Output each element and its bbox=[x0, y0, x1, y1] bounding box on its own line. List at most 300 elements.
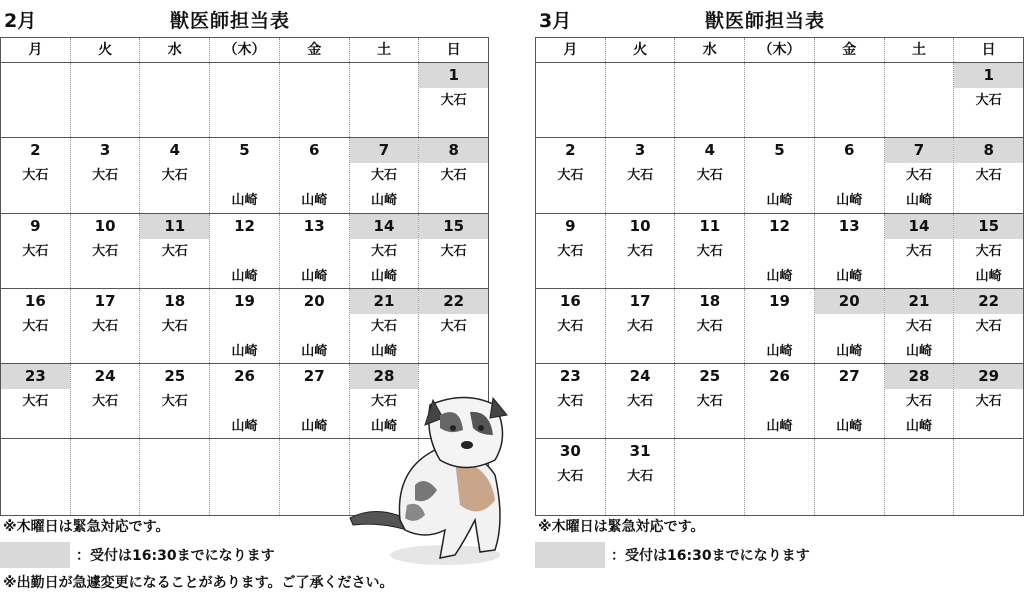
day-cell bbox=[209, 364, 279, 438]
day-cell bbox=[349, 214, 419, 288]
week-row bbox=[1, 289, 488, 364]
date-number: 12 bbox=[234, 216, 255, 235]
date-number bbox=[536, 63, 605, 88]
date-number: 8 bbox=[954, 138, 1023, 163]
date-number bbox=[815, 439, 884, 464]
date-number: 6 bbox=[844, 141, 855, 160]
vet-yamazaki bbox=[745, 489, 814, 514]
day-cell bbox=[744, 364, 814, 438]
vet-oishi: 大石 bbox=[22, 243, 49, 259]
empty-day-cell bbox=[884, 439, 954, 514]
vet-yamazaki bbox=[606, 264, 675, 289]
change-note: ※出勤日が急遽変更になることがあります。ご了承ください。 bbox=[3, 575, 394, 591]
weekday-header: 火 bbox=[605, 38, 675, 62]
day-cell bbox=[536, 439, 605, 514]
vet-yamazaki bbox=[71, 113, 140, 138]
vet-oishi: 大石 bbox=[161, 394, 188, 410]
date-number bbox=[885, 439, 954, 464]
day-cell bbox=[744, 138, 814, 212]
day-cell bbox=[70, 138, 140, 212]
vet-oishi: 大石 bbox=[370, 168, 397, 184]
day-cell bbox=[884, 364, 954, 438]
vet-yamazaki bbox=[1, 339, 70, 364]
weekday-header-row bbox=[536, 38, 1023, 63]
vet-oishi bbox=[954, 464, 1023, 489]
weekday-header-row bbox=[1, 38, 488, 63]
vet-yamazaki bbox=[885, 264, 954, 289]
vet-yamazaki bbox=[419, 339, 488, 364]
vet-yamazaki bbox=[675, 113, 744, 138]
weekday-header: （木） bbox=[209, 38, 279, 62]
vet-oishi: 大石 bbox=[975, 243, 1002, 259]
vet-oishi bbox=[140, 464, 209, 489]
empty-day-cell bbox=[70, 439, 140, 514]
date-number: 30 bbox=[559, 442, 581, 461]
date-number bbox=[675, 63, 744, 88]
empty-day-cell bbox=[744, 63, 814, 137]
vet-oishi bbox=[280, 163, 349, 188]
weekday-header: 土 bbox=[884, 38, 954, 62]
vet-yamazaki bbox=[536, 113, 605, 138]
vet-yamazaki: 山崎 bbox=[370, 268, 397, 284]
week-row bbox=[536, 63, 1023, 138]
empty-day-cell bbox=[70, 63, 140, 137]
day-cell bbox=[1, 364, 70, 438]
empty-day-cell bbox=[209, 63, 279, 137]
date-number bbox=[210, 439, 279, 464]
vet-yamazaki bbox=[1, 414, 70, 439]
vet-yamazaki: 山崎 bbox=[231, 268, 258, 284]
page-title: 獣医師担当表 bbox=[170, 10, 291, 32]
page-title: 獣医師担当表 bbox=[705, 10, 826, 32]
date-number: 22 bbox=[419, 289, 488, 314]
vet-oishi: 大石 bbox=[975, 318, 1002, 334]
vet-oishi: 大石 bbox=[627, 243, 654, 259]
day-cell bbox=[605, 289, 675, 363]
vet-yamazaki bbox=[140, 264, 209, 289]
vet-yamazaki bbox=[210, 113, 279, 138]
month-label: 2月 bbox=[4, 10, 37, 32]
day-cell bbox=[674, 138, 744, 212]
day-cell bbox=[279, 214, 349, 288]
day-cell bbox=[70, 289, 140, 363]
vet-oishi: 大石 bbox=[905, 243, 932, 259]
date-number: 26 bbox=[769, 367, 790, 386]
vet-yamazaki bbox=[954, 414, 1023, 439]
vet-oishi bbox=[280, 389, 349, 414]
vet-oishi bbox=[210, 163, 279, 188]
day-cell bbox=[139, 289, 209, 363]
date-number: 4 bbox=[704, 141, 716, 160]
empty-day-cell bbox=[814, 63, 884, 137]
vet-yamazaki bbox=[954, 188, 1023, 213]
vet-yamazaki bbox=[536, 339, 605, 364]
date-number bbox=[745, 439, 814, 464]
date-number: 21 bbox=[885, 289, 954, 314]
date-number bbox=[71, 63, 140, 88]
month-label: 3月 bbox=[539, 10, 572, 32]
vet-yamazaki: 山崎 bbox=[301, 343, 328, 359]
vet-oishi bbox=[1, 88, 70, 113]
date-number bbox=[280, 63, 349, 88]
date-number: 3 bbox=[99, 141, 111, 160]
vet-oishi: 大石 bbox=[905, 168, 932, 184]
date-number bbox=[140, 63, 209, 88]
date-number: 12 bbox=[769, 216, 790, 235]
gray-legend-swatch bbox=[535, 542, 605, 568]
vet-oishi bbox=[885, 88, 954, 113]
day-cell bbox=[418, 289, 488, 363]
vet-yamazaki bbox=[140, 414, 209, 439]
date-number: 20 bbox=[815, 289, 884, 314]
vet-oishi bbox=[140, 88, 209, 113]
vet-oishi: 大石 bbox=[557, 243, 584, 259]
date-number: 28 bbox=[885, 364, 954, 389]
vet-oishi bbox=[536, 88, 605, 113]
date-number: 14 bbox=[885, 214, 954, 239]
vet-oishi bbox=[280, 464, 349, 489]
vet-oishi bbox=[606, 88, 675, 113]
date-number bbox=[71, 439, 140, 464]
day-cell bbox=[139, 214, 209, 288]
vet-oishi: 大石 bbox=[22, 318, 49, 334]
date-number bbox=[419, 364, 488, 389]
vet-oishi: 大石 bbox=[557, 394, 584, 410]
date-number bbox=[954, 439, 1023, 464]
day-cell bbox=[674, 289, 744, 363]
vet-yamazaki bbox=[71, 339, 140, 364]
empty-day-cell bbox=[744, 439, 814, 514]
vet-oishi bbox=[350, 88, 419, 113]
date-number: 15 bbox=[954, 214, 1023, 239]
week-row bbox=[536, 289, 1023, 364]
vet-yamazaki: 山崎 bbox=[370, 419, 397, 435]
day-cell bbox=[953, 289, 1023, 363]
weekday-header: （木） bbox=[744, 38, 814, 62]
vet-oishi bbox=[280, 88, 349, 113]
vet-yamazaki bbox=[71, 264, 140, 289]
vet-yamazaki: 山崎 bbox=[370, 343, 397, 359]
vet-oishi: 大石 bbox=[627, 469, 654, 485]
vet-yamazaki bbox=[745, 113, 814, 138]
vet-oishi: 大石 bbox=[905, 394, 932, 410]
vet-yamazaki bbox=[1, 113, 70, 138]
vet-oishi bbox=[815, 389, 884, 414]
vet-oishi bbox=[745, 239, 814, 264]
vet-yamazaki: 山崎 bbox=[905, 343, 932, 359]
vet-yamazaki bbox=[606, 188, 675, 213]
vet-oishi bbox=[745, 389, 814, 414]
weekday-header: 水 bbox=[674, 38, 744, 62]
vet-oishi: 大石 bbox=[92, 168, 119, 184]
vet-yamazaki bbox=[675, 264, 744, 289]
vet-oishi: 大石 bbox=[440, 243, 467, 259]
vet-yamazaki: 山崎 bbox=[231, 193, 258, 209]
date-number: 11 bbox=[699, 216, 721, 235]
vet-oishi: 大石 bbox=[440, 168, 467, 184]
date-number bbox=[1, 63, 70, 88]
vet-oishi bbox=[675, 88, 744, 113]
day-cell bbox=[1, 289, 70, 363]
empty-day-cell bbox=[1, 63, 70, 137]
date-number: 18 bbox=[164, 291, 186, 310]
vet-yamazaki bbox=[140, 113, 209, 138]
vet-yamazaki: 山崎 bbox=[766, 268, 793, 284]
vet-oishi: 大石 bbox=[975, 168, 1002, 184]
vet-yamazaki bbox=[675, 489, 744, 514]
day-cell bbox=[279, 138, 349, 212]
day-cell bbox=[814, 214, 884, 288]
vet-yamazaki bbox=[210, 489, 279, 514]
day-cell bbox=[349, 289, 419, 363]
vet-yamazaki bbox=[536, 414, 605, 439]
vet-oishi bbox=[745, 163, 814, 188]
vet-oishi bbox=[71, 88, 140, 113]
date-number: 28 bbox=[350, 364, 419, 389]
vet-yamazaki bbox=[606, 339, 675, 364]
date-number: 16 bbox=[559, 291, 581, 310]
weekday-header: 金 bbox=[279, 38, 349, 62]
vet-oishi bbox=[815, 314, 884, 339]
vet-yamazaki bbox=[419, 188, 488, 213]
vet-yamazaki bbox=[419, 264, 488, 289]
day-cell bbox=[814, 364, 884, 438]
vet-oishi: 大石 bbox=[370, 243, 397, 259]
weekday-header: 日 bbox=[953, 38, 1023, 62]
vet-yamazaki bbox=[140, 489, 209, 514]
vet-yamazaki bbox=[815, 113, 884, 138]
day-cell bbox=[139, 138, 209, 212]
vet-yamazaki bbox=[954, 113, 1023, 138]
day-cell bbox=[70, 364, 140, 438]
day-cell bbox=[1, 138, 70, 212]
vet-oishi bbox=[745, 88, 814, 113]
day-cell bbox=[209, 289, 279, 363]
empty-day-cell bbox=[209, 439, 279, 514]
empty-day-cell bbox=[674, 63, 744, 137]
vet-oishi: 大石 bbox=[696, 243, 723, 259]
vet-yamazaki bbox=[606, 414, 675, 439]
vet-yamazaki bbox=[1, 188, 70, 213]
vet-yamazaki bbox=[140, 339, 209, 364]
vet-yamazaki bbox=[1, 264, 70, 289]
vet-yamazaki bbox=[815, 489, 884, 514]
vet-oishi bbox=[1, 464, 70, 489]
gray-legend-swatch bbox=[0, 542, 70, 568]
day-cell bbox=[209, 138, 279, 212]
vet-oishi bbox=[280, 314, 349, 339]
date-number: 23 bbox=[1, 364, 70, 389]
date-number: 24 bbox=[629, 367, 651, 386]
vet-oishi: 大石 bbox=[161, 243, 188, 259]
vet-yamazaki: 山崎 bbox=[836, 193, 863, 209]
vet-oishi: 大石 bbox=[627, 394, 654, 410]
weekday-header: 月 bbox=[563, 42, 578, 58]
empty-day-cell bbox=[674, 439, 744, 514]
day-cell bbox=[349, 138, 419, 212]
day-cell bbox=[279, 289, 349, 363]
date-number bbox=[885, 63, 954, 88]
vet-yamazaki bbox=[536, 188, 605, 213]
date-number: 26 bbox=[234, 367, 255, 386]
date-number bbox=[210, 63, 279, 88]
vet-oishi bbox=[210, 88, 279, 113]
empty-day-cell bbox=[953, 439, 1023, 514]
date-number: 18 bbox=[699, 291, 721, 310]
week-row bbox=[536, 364, 1023, 439]
day-cell bbox=[536, 214, 605, 288]
vet-yamazaki bbox=[675, 414, 744, 439]
vet-yamazaki: 山崎 bbox=[301, 193, 328, 209]
empty-day-cell bbox=[279, 439, 349, 514]
vet-oishi bbox=[745, 314, 814, 339]
weekday-header: 月 bbox=[28, 42, 43, 58]
date-number: 24 bbox=[94, 367, 116, 386]
day-cell bbox=[744, 289, 814, 363]
date-number: 2 bbox=[30, 141, 41, 160]
week-row bbox=[536, 439, 1023, 514]
vet-oishi: 大石 bbox=[557, 168, 584, 184]
date-number bbox=[745, 63, 814, 88]
vet-oishi: 大石 bbox=[22, 168, 49, 184]
date-number bbox=[815, 63, 884, 88]
vet-oishi: 大石 bbox=[557, 318, 584, 334]
vet-oishi: 大石 bbox=[92, 318, 119, 334]
day-cell bbox=[536, 364, 605, 438]
vet-oishi bbox=[210, 464, 279, 489]
date-number bbox=[350, 63, 419, 88]
day-cell bbox=[953, 63, 1023, 137]
day-cell bbox=[814, 289, 884, 363]
vet-yamazaki bbox=[71, 489, 140, 514]
date-number: 25 bbox=[699, 367, 721, 386]
date-number bbox=[675, 439, 744, 464]
date-number: 10 bbox=[94, 216, 116, 235]
week-row bbox=[536, 214, 1023, 289]
date-number: 20 bbox=[303, 291, 325, 310]
date-number: 19 bbox=[234, 291, 255, 310]
day-cell bbox=[884, 138, 954, 212]
day-cell bbox=[953, 138, 1023, 212]
date-number bbox=[1, 439, 70, 464]
date-number: 1 bbox=[419, 63, 488, 88]
vet-yamazaki: 山崎 bbox=[370, 193, 397, 209]
week-row bbox=[1, 214, 488, 289]
vet-yamazaki bbox=[536, 489, 605, 514]
gray-legend-note: ：受付は16:30までになります bbox=[76, 548, 275, 564]
vet-yamazaki: 山崎 bbox=[975, 268, 1002, 284]
vet-oishi: 大石 bbox=[627, 168, 654, 184]
vet-yamazaki bbox=[675, 339, 744, 364]
date-number: 19 bbox=[769, 291, 790, 310]
empty-day-cell bbox=[884, 63, 954, 137]
date-number bbox=[606, 63, 675, 88]
day-cell bbox=[605, 214, 675, 288]
vet-yamazaki: 山崎 bbox=[231, 343, 258, 359]
vet-oishi bbox=[745, 464, 814, 489]
gray-legend-note: ：受付は16:30までになります bbox=[611, 548, 810, 564]
week-row bbox=[1, 138, 488, 213]
vet-yamazaki bbox=[885, 489, 954, 514]
date-number bbox=[280, 439, 349, 464]
vet-oishi: 大石 bbox=[22, 394, 49, 410]
vet-yamazaki bbox=[280, 489, 349, 514]
empty-day-cell bbox=[139, 63, 209, 137]
day-cell bbox=[674, 214, 744, 288]
weekday-header: 日 bbox=[418, 38, 488, 62]
day-cell bbox=[418, 138, 488, 212]
date-number: 16 bbox=[24, 291, 46, 310]
day-cell bbox=[605, 439, 675, 514]
vet-yamazaki bbox=[71, 414, 140, 439]
vet-yamazaki bbox=[350, 113, 419, 138]
day-cell bbox=[139, 364, 209, 438]
day-cell bbox=[536, 138, 605, 212]
vet-yamazaki bbox=[71, 188, 140, 213]
vet-oishi bbox=[210, 239, 279, 264]
date-number: 27 bbox=[303, 367, 325, 386]
vet-oishi bbox=[885, 464, 954, 489]
weekday-header: 火 bbox=[70, 38, 140, 62]
vet-oishi: 大石 bbox=[92, 394, 119, 410]
day-cell bbox=[209, 214, 279, 288]
date-number: 7 bbox=[885, 138, 954, 163]
vet-yamazaki bbox=[606, 489, 675, 514]
date-number: 27 bbox=[838, 367, 860, 386]
vet-oishi bbox=[210, 314, 279, 339]
empty-day-cell bbox=[1, 439, 70, 514]
vet-oishi bbox=[210, 389, 279, 414]
vet-yamazaki: 山崎 bbox=[301, 268, 328, 284]
vet-oishi: 大石 bbox=[92, 243, 119, 259]
calendar-grid bbox=[535, 37, 1024, 516]
vet-oishi bbox=[71, 464, 140, 489]
day-cell bbox=[536, 289, 605, 363]
vet-yamazaki: 山崎 bbox=[231, 419, 258, 435]
vet-yamazaki: 山崎 bbox=[766, 343, 793, 359]
vet-oishi: 大石 bbox=[696, 168, 723, 184]
vet-yamazaki bbox=[885, 113, 954, 138]
date-number: 21 bbox=[350, 289, 419, 314]
day-cell bbox=[279, 364, 349, 438]
day-cell bbox=[605, 138, 675, 212]
date-number: 5 bbox=[774, 141, 785, 160]
date-number: 9 bbox=[565, 216, 576, 235]
vet-yamazaki bbox=[606, 113, 675, 138]
week-row bbox=[536, 138, 1023, 213]
date-number: 25 bbox=[164, 367, 186, 386]
date-number: 8 bbox=[419, 138, 488, 163]
vet-yamazaki bbox=[280, 113, 349, 138]
vet-yamazaki bbox=[1, 489, 70, 514]
vet-yamazaki: 山崎 bbox=[766, 419, 793, 435]
date-number: 29 bbox=[954, 364, 1023, 389]
vet-oishi: 大石 bbox=[161, 168, 188, 184]
day-cell bbox=[1, 214, 70, 288]
empty-day-cell bbox=[139, 439, 209, 514]
date-number: 3 bbox=[634, 141, 646, 160]
vet-yamazaki bbox=[140, 188, 209, 213]
vet-oishi: 大石 bbox=[161, 318, 188, 334]
date-number: 11 bbox=[140, 214, 209, 239]
date-number: 23 bbox=[559, 367, 581, 386]
date-number: 1 bbox=[954, 63, 1023, 88]
day-cell bbox=[953, 214, 1023, 288]
empty-day-cell bbox=[814, 439, 884, 514]
week-row bbox=[1, 63, 488, 138]
vet-oishi: 大石 bbox=[905, 318, 932, 334]
day-cell bbox=[744, 214, 814, 288]
